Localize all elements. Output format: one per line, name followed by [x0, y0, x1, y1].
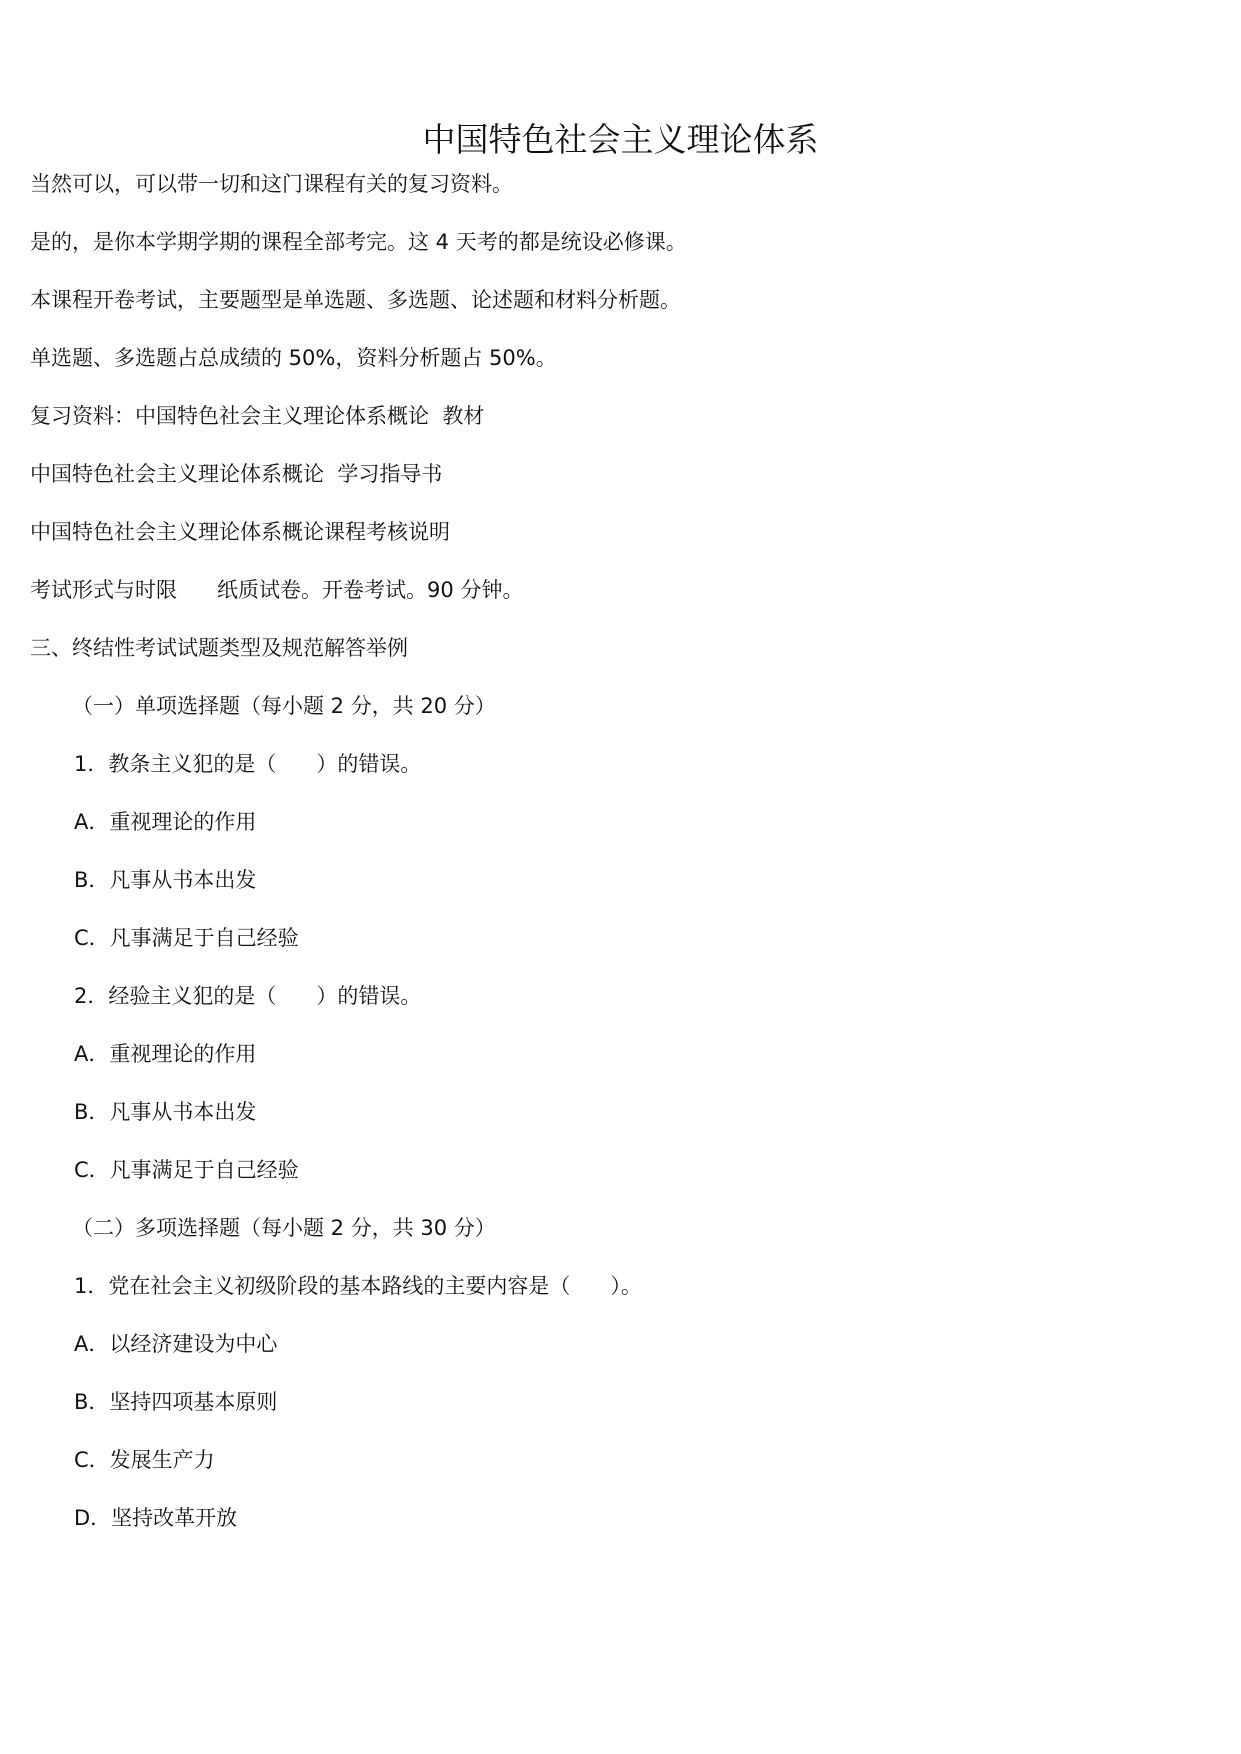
multi-q1-option-a: A．以经济建设为中心 [74, 1332, 278, 1356]
multi-choice-heading: （二）多项选择题（每小题 2 分，共 30 分） [72, 1216, 496, 1240]
multi-q1-option-d: D．坚持改革开放 [74, 1506, 238, 1530]
intro-line-exam-format: 考试形式与时限 纸质试卷。开卷考试。90 分钟。 [30, 578, 524, 602]
document-title: 中国特色社会主义理论体系 [422, 120, 819, 159]
single-q2-stem: 2．经验主义犯的是（ ）的错误。 [74, 984, 422, 1008]
single-q1-option-c: C．凡事满足于自己经验 [74, 926, 299, 950]
multi-q1-option-c: C．发展生产力 [74, 1448, 215, 1472]
intro-line-study-guide: 中国特色社会主义理论体系概论 学习指导书 [30, 462, 443, 486]
intro-line-score-split: 单选题、多选题占总成绩的 50%，资料分析题占 50%。 [30, 346, 557, 370]
intro-line-assessment-notes: 中国特色社会主义理论体系概论课程考核说明 [30, 520, 450, 544]
intro-line-question-types: 本课程开卷考试，主要题型是单选题、多选题、论述题和材料分析题。 [30, 288, 681, 312]
single-q1-stem: 1．教条主义犯的是（ ）的错误。 [74, 752, 422, 776]
intro-line-materials-textbook: 复习资料：中国特色社会主义理论体系概论 教材 [30, 404, 485, 428]
intro-line-open-book: 当然可以，可以带一切和这门课程有关的复习资料。 [30, 172, 513, 196]
single-choice-heading: （一）单项选择题（每小题 2 分，共 20 分） [72, 694, 496, 718]
multi-q1-stem: 1．党在社会主义初级阶段的基本路线的主要内容是（ ）。 [74, 1274, 642, 1298]
single-q2-option-c: C．凡事满足于自己经验 [74, 1158, 299, 1182]
section-heading-question-types: 三、终结性考试试题类型及规范解答举例 [30, 636, 408, 660]
single-q1-option-b: B．凡事从书本出发 [74, 868, 257, 892]
multi-q1-option-b: B．坚持四项基本原则 [74, 1390, 278, 1414]
single-q2-option-a: A．重视理论的作用 [74, 1042, 257, 1066]
single-q2-option-b: B．凡事从书本出发 [74, 1100, 257, 1124]
intro-line-exam-schedule: 是的，是你本学期学期的课程全部考完。这 4 天考的都是统设必修课。 [30, 230, 687, 254]
single-q1-option-a: A．重视理论的作用 [74, 810, 257, 834]
